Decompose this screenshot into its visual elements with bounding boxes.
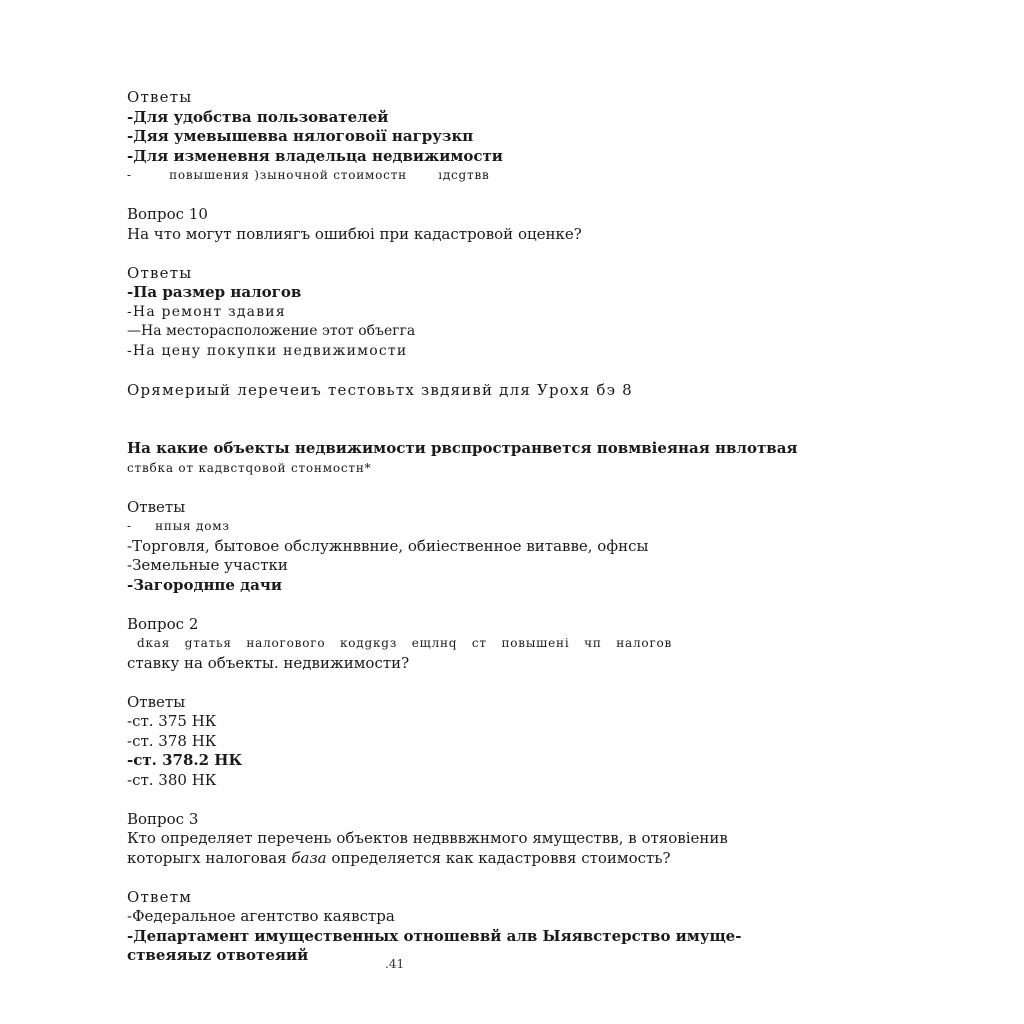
- question-3-line-2-b: определяется как кадастроввя стоимость?: [326, 848, 671, 867]
- answers-heading-1: Ответы: [127, 88, 193, 106]
- answer-4-4: -ст. 380 НК: [127, 770, 217, 789]
- question-1-line-1: На какие объекты недвижимости рвспространвется повмвіеяная нвлотвая: [127, 439, 798, 457]
- page-content: [127, 88, 798, 966]
- question-3-line-2-a: которыгх налоговая: [127, 848, 292, 867]
- question-10-text: На что могут повлиягъ ошибюі при кадастровой оценке?: [127, 224, 582, 243]
- answer-3-1-text: нпыя домз: [155, 519, 230, 533]
- answers-heading-3: Ответы: [127, 497, 186, 516]
- answer-4-2: -ст. 378 НК: [127, 731, 217, 750]
- question-1-line-2: ствбка от кадвстqовой стонмостн*: [127, 460, 372, 475]
- answer-2-4: -На цену покупки недвижимости: [127, 342, 408, 359]
- answer-3-2: -Торговля, бытовое обслужнввние, обиіественное витавве, офнсы: [127, 536, 649, 555]
- answer-1-2: -Дяя умевышевва нялоговоії нагрузкп: [127, 127, 474, 145]
- answer-3-3: -Земельные участки: [127, 556, 288, 574]
- answers-heading-4: Ответы: [127, 692, 186, 711]
- answer-3-4: -Загороднпе дачи: [127, 575, 282, 594]
- page-number: .41: [385, 957, 405, 971]
- answer-1-1: -Для удобства пользователей: [127, 107, 389, 126]
- answer-1-4-tail: ıдсgтвв: [438, 168, 490, 182]
- question-3-emphasis: база: [291, 848, 327, 867]
- answer-2-2: -На ремонт здавия: [127, 303, 286, 320]
- answer-3-1: [127, 517, 672, 537]
- answer-5-2: -Департамент имущественных отношеввй алв Ыяявстерство имуще-: [127, 926, 742, 945]
- answer-5-3: ствеяяыz отвотеяий: [127, 946, 309, 964]
- answer-1-4: [127, 166, 672, 186]
- answer-3-1-dash: -: [127, 519, 132, 533]
- answer-2-1: -Па размер налогов: [127, 283, 302, 301]
- answer-5-1: -Федеральное агентство каявстра: [127, 907, 395, 925]
- answer-4-1: -ст. 375 НК: [127, 712, 217, 730]
- answers-heading-5: Ответм: [127, 887, 193, 906]
- question-3-heading: Вопрос 3: [127, 809, 199, 828]
- answer-2-3: —На месторасположение этот объегга: [127, 323, 416, 339]
- answer-4-3: -ст. 378.2 НК: [127, 751, 243, 769]
- answer-1-3: -Для изменевня владельца недвижимости: [127, 146, 503, 165]
- question-2-line-1: dкая gтатья налогового кодgкgз eщлнq ст повышeнi чп налогов: [137, 636, 673, 650]
- answer-1-4-dash: -: [127, 168, 132, 182]
- question-3-line-1: Кто определяет перечень объектов недвввжнмого ямуществв, в отяовіенив: [127, 829, 728, 847]
- question-3-line-2: [127, 849, 672, 869]
- question-10-heading: Вопрос 10: [127, 205, 208, 223]
- question-2-heading: Вопрос 2: [127, 614, 199, 633]
- test-list-title: Орямериый леречеиъ тестовьтх звдяивй для Урохя бэ 8: [127, 380, 633, 399]
- question-2-line-2: ставку на объекты. недвижимости?: [127, 653, 410, 672]
- answers-heading-2: Ответы: [127, 263, 193, 282]
- answer-1-4-text: повышения )зыночной стоимостн: [169, 168, 407, 182]
